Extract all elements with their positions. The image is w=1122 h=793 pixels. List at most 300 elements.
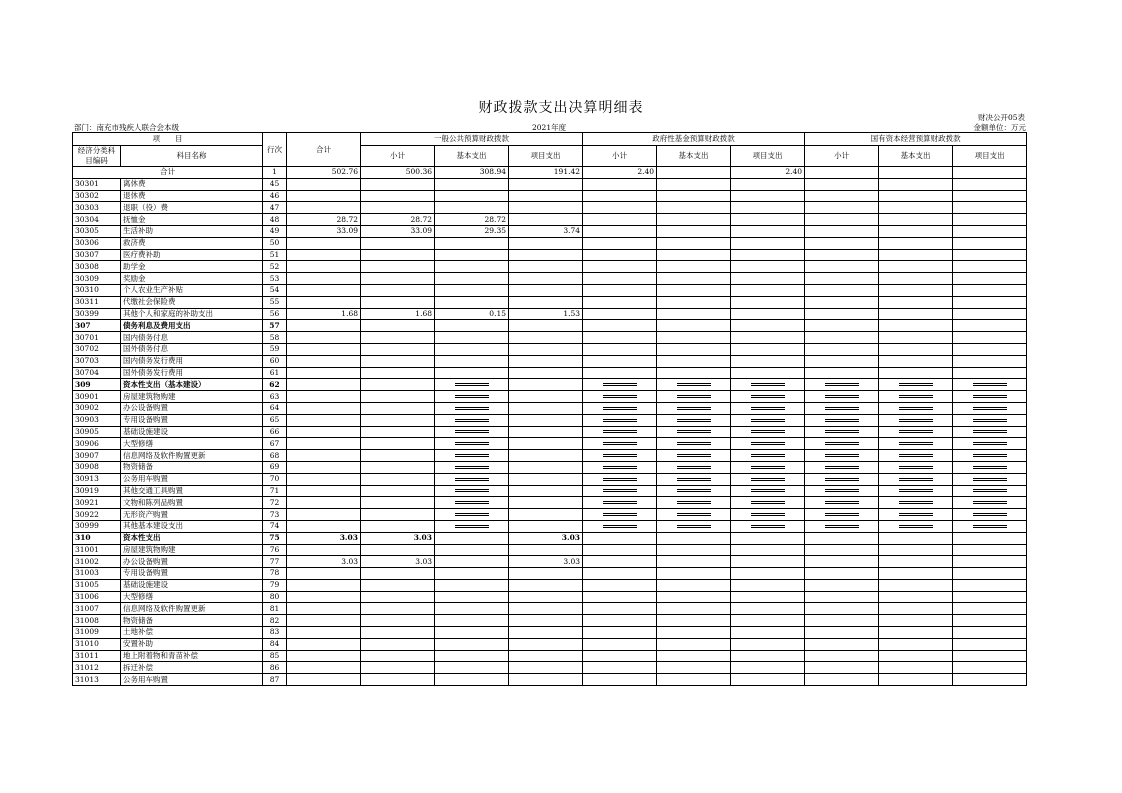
amount-cell-f-basic bbox=[657, 461, 731, 473]
econ-code-cell: 30306 bbox=[73, 237, 121, 249]
line-no-cell: 83 bbox=[263, 627, 287, 639]
econ-code-cell: 30906 bbox=[73, 438, 121, 450]
amount-cell-total bbox=[287, 320, 361, 332]
subject-name-cell: 拆迁补偿 bbox=[121, 662, 263, 674]
amount-cell-f-sub bbox=[583, 391, 657, 403]
not-applicable-mark bbox=[455, 525, 489, 528]
table-row bbox=[73, 450, 1027, 462]
not-applicable-mark bbox=[603, 419, 637, 422]
amount-cell-f-proj bbox=[731, 627, 805, 639]
subject-name-cell: 退休费 bbox=[121, 190, 263, 202]
amount-cell-total bbox=[287, 190, 361, 202]
amount-cell-s-sub bbox=[805, 320, 879, 332]
amount-cell-f-sub bbox=[583, 308, 657, 320]
amount-cell-f-proj bbox=[731, 379, 805, 391]
amount-cell-g-basic bbox=[435, 402, 509, 414]
amount-cell-f-proj bbox=[731, 485, 805, 497]
line-no-cell: 72 bbox=[263, 497, 287, 509]
line-no-cell: 78 bbox=[263, 568, 287, 580]
line-no-cell: 77 bbox=[263, 556, 287, 568]
econ-code-cell: 30908 bbox=[73, 461, 121, 473]
subject-name-cell: 其他交通工具购置 bbox=[121, 485, 263, 497]
header-g-subtotal: 小计 bbox=[361, 146, 435, 167]
amount-cell-g-basic bbox=[435, 320, 509, 332]
amount-cell-g-basic bbox=[435, 544, 509, 556]
line-no-cell: 82 bbox=[263, 615, 287, 627]
amount-cell-s-proj bbox=[953, 591, 1027, 603]
amount-cell-f-proj bbox=[731, 320, 805, 332]
amount-cell-g-proj bbox=[509, 273, 583, 285]
amount-cell-g-sub bbox=[361, 261, 435, 273]
amount-cell-g-proj bbox=[509, 296, 583, 308]
subject-name-cell: 其他个人和家庭的补助支出 bbox=[121, 308, 263, 320]
line-no-cell: 47 bbox=[263, 202, 287, 214]
table-row bbox=[73, 237, 1027, 249]
econ-code-cell: 30905 bbox=[73, 426, 121, 438]
not-applicable-mark bbox=[677, 525, 711, 528]
amount-cell-f-proj bbox=[731, 355, 805, 367]
amount-cell-g-proj: 3.03 bbox=[509, 556, 583, 568]
amount-cell-f-sub bbox=[583, 379, 657, 391]
line-no-cell: 81 bbox=[263, 603, 287, 615]
amount-cell-f-basic bbox=[657, 320, 731, 332]
line-no-cell: 45 bbox=[263, 178, 287, 190]
amount-cell-s-proj bbox=[953, 544, 1027, 556]
amount-cell-s-basic bbox=[879, 450, 953, 462]
amount-cell-total: 1.68 bbox=[287, 308, 361, 320]
amount-cell-s-basic bbox=[879, 167, 953, 179]
not-applicable-mark bbox=[899, 478, 933, 481]
amount-cell-total bbox=[287, 461, 361, 473]
not-applicable-mark bbox=[455, 442, 489, 445]
amount-cell-s-sub bbox=[805, 461, 879, 473]
amount-cell-s-basic bbox=[879, 497, 953, 509]
not-applicable-mark bbox=[677, 489, 711, 492]
amount-cell-s-proj bbox=[953, 273, 1027, 285]
subject-name-cell: 房屋建筑物购建 bbox=[121, 391, 263, 403]
not-applicable-mark bbox=[603, 513, 637, 516]
amount-cell-s-basic bbox=[879, 556, 953, 568]
amount-cell-s-proj bbox=[953, 674, 1027, 686]
amount-cell-total bbox=[287, 379, 361, 391]
econ-code-cell: 31002 bbox=[73, 556, 121, 568]
amount-cell-g-basic bbox=[435, 249, 509, 261]
amount-cell-g-sub: 500.36 bbox=[361, 167, 435, 179]
header-line-no: 行次 bbox=[263, 133, 287, 167]
header-g-basic: 基本支出 bbox=[435, 146, 509, 167]
subject-name-cell: 代缴社会保险费 bbox=[121, 296, 263, 308]
amount-cell-s-sub bbox=[805, 497, 879, 509]
amount-cell-f-sub bbox=[583, 426, 657, 438]
amount-cell-g-sub bbox=[361, 627, 435, 639]
amount-cell-s-basic bbox=[879, 237, 953, 249]
econ-code-cell: 30902 bbox=[73, 402, 121, 414]
amount-cell-g-sub: 28.72 bbox=[361, 214, 435, 226]
amount-cell-f-basic bbox=[657, 167, 731, 179]
not-applicable-mark bbox=[899, 419, 933, 422]
line-no-cell: 73 bbox=[263, 509, 287, 521]
amount-cell-total bbox=[287, 249, 361, 261]
not-applicable-mark bbox=[973, 442, 1007, 445]
amount-cell-g-basic bbox=[435, 178, 509, 190]
amount-cell-f-basic bbox=[657, 650, 731, 662]
amount-cell-g-basic bbox=[435, 532, 509, 544]
amount-cell-g-sub bbox=[361, 591, 435, 603]
amount-cell-s-proj bbox=[953, 650, 1027, 662]
amount-cell-f-proj bbox=[731, 284, 805, 296]
subject-name-cell: 信息网络及软件购置更新 bbox=[121, 450, 263, 462]
amount-cell-s-proj bbox=[953, 178, 1027, 190]
meta-line bbox=[72, 122, 1026, 132]
amount-cell-f-proj bbox=[731, 532, 805, 544]
not-applicable-mark bbox=[825, 419, 859, 422]
amount-cell-s-proj bbox=[953, 261, 1027, 273]
amount-cell-f-basic bbox=[657, 414, 731, 426]
amount-cell-f-basic bbox=[657, 544, 731, 556]
amount-cell-f-basic bbox=[657, 284, 731, 296]
amount-cell-s-proj bbox=[953, 473, 1027, 485]
amount-cell-g-sub bbox=[361, 579, 435, 591]
amount-cell-g-sub bbox=[361, 414, 435, 426]
not-applicable-mark bbox=[677, 430, 711, 433]
amount-cell-total bbox=[287, 261, 361, 273]
amount-cell-s-sub bbox=[805, 214, 879, 226]
amount-cell-g-sub bbox=[361, 402, 435, 414]
amount-cell-f-basic bbox=[657, 249, 731, 261]
amount-cell-g-basic bbox=[435, 556, 509, 568]
econ-code-cell: 31008 bbox=[73, 615, 121, 627]
amount-cell-g-sub bbox=[361, 509, 435, 521]
table-row bbox=[73, 473, 1027, 485]
amount-cell-g-proj: 191.42 bbox=[509, 167, 583, 179]
amount-cell-g-basic bbox=[435, 190, 509, 202]
amount-cell-f-sub bbox=[583, 332, 657, 344]
table-row bbox=[73, 320, 1027, 332]
econ-code-cell: 30305 bbox=[73, 225, 121, 237]
amount-cell-g-basic bbox=[435, 662, 509, 674]
amount-cell-s-proj bbox=[953, 627, 1027, 639]
amount-cell-s-proj bbox=[953, 296, 1027, 308]
amount-cell-f-proj bbox=[731, 603, 805, 615]
amount-cell-g-proj bbox=[509, 237, 583, 249]
amount-cell-f-proj bbox=[731, 662, 805, 674]
amount-cell-g-proj bbox=[509, 249, 583, 261]
amount-cell-g-proj: 3.03 bbox=[509, 532, 583, 544]
econ-code-cell: 30304 bbox=[73, 214, 121, 226]
amount-cell-f-basic bbox=[657, 638, 731, 650]
amount-cell-s-sub bbox=[805, 556, 879, 568]
amount-cell-s-proj bbox=[953, 391, 1027, 403]
line-no-cell: 46 bbox=[263, 190, 287, 202]
amount-cell-g-sub bbox=[361, 473, 435, 485]
amount-cell-total bbox=[287, 627, 361, 639]
amount-cell-s-basic bbox=[879, 402, 953, 414]
line-no-cell: 65 bbox=[263, 414, 287, 426]
amount-cell-f-sub bbox=[583, 485, 657, 497]
amount-cell-g-proj bbox=[509, 544, 583, 556]
amount-cell-f-sub bbox=[583, 438, 657, 450]
amount-cell-f-proj bbox=[731, 414, 805, 426]
expenditure-table bbox=[72, 132, 1027, 686]
amount-cell-s-proj bbox=[953, 556, 1027, 568]
not-applicable-mark bbox=[899, 407, 933, 410]
amount-cell-s-basic bbox=[879, 520, 953, 532]
not-applicable-mark bbox=[603, 478, 637, 481]
not-applicable-mark bbox=[825, 466, 859, 469]
form-number: 财决公开05表 bbox=[977, 113, 1025, 122]
econ-code-cell: 30901 bbox=[73, 391, 121, 403]
not-applicable-mark bbox=[455, 395, 489, 398]
amount-cell-s-proj bbox=[953, 167, 1027, 179]
amount-cell-g-basic bbox=[435, 650, 509, 662]
amount-cell-f-proj bbox=[731, 509, 805, 521]
table-row bbox=[73, 579, 1027, 591]
line-no-cell: 53 bbox=[263, 273, 287, 285]
table-row bbox=[73, 461, 1027, 473]
amount-cell-g-sub bbox=[361, 332, 435, 344]
line-no-cell: 50 bbox=[263, 237, 287, 249]
amount-cell-f-basic bbox=[657, 308, 731, 320]
amount-cell-g-basic: 308.94 bbox=[435, 167, 509, 179]
amount-cell-f-sub bbox=[583, 544, 657, 556]
amount-cell-g-proj bbox=[509, 662, 583, 674]
line-no-cell: 62 bbox=[263, 379, 287, 391]
line-no-cell: 64 bbox=[263, 402, 287, 414]
amount-cell-f-proj bbox=[731, 202, 805, 214]
subject-name-cell: 公务用车购置 bbox=[121, 473, 263, 485]
amount-cell-g-basic: 28.72 bbox=[435, 214, 509, 226]
subject-name-cell: 其他基本建设支出 bbox=[121, 520, 263, 532]
amount-cell-s-basic bbox=[879, 284, 953, 296]
amount-cell-f-basic bbox=[657, 225, 731, 237]
header-soe-budget: 国有资本经营预算财政拨款 bbox=[805, 133, 1027, 146]
not-applicable-mark bbox=[973, 407, 1007, 410]
amount-cell-s-sub bbox=[805, 167, 879, 179]
econ-code-cell: 31010 bbox=[73, 638, 121, 650]
amount-cell-g-basic bbox=[435, 497, 509, 509]
line-no-cell: 79 bbox=[263, 579, 287, 591]
table-row bbox=[73, 520, 1027, 532]
not-applicable-mark bbox=[973, 419, 1007, 422]
year-label: 2021年度 bbox=[532, 123, 567, 132]
amount-cell-g-basic bbox=[435, 485, 509, 497]
table-row bbox=[73, 556, 1027, 568]
amount-cell-total bbox=[287, 591, 361, 603]
table-row bbox=[73, 674, 1027, 686]
amount-cell-total bbox=[287, 650, 361, 662]
amount-cell-g-sub bbox=[361, 190, 435, 202]
amount-cell-g-proj bbox=[509, 615, 583, 627]
econ-code-cell: 30913 bbox=[73, 473, 121, 485]
amount-cell-total bbox=[287, 544, 361, 556]
amount-cell-f-proj bbox=[731, 367, 805, 379]
line-no-cell: 1 bbox=[263, 167, 287, 179]
amount-cell-s-proj bbox=[953, 532, 1027, 544]
amount-cell-s-proj bbox=[953, 438, 1027, 450]
subject-name-cell: 基础设施建设 bbox=[121, 426, 263, 438]
amount-cell-g-basic bbox=[435, 568, 509, 580]
amount-cell-f-sub bbox=[583, 178, 657, 190]
amount-cell-g-proj bbox=[509, 320, 583, 332]
amount-cell-s-proj bbox=[953, 379, 1027, 391]
amount-cell-s-basic bbox=[879, 355, 953, 367]
not-applicable-mark bbox=[677, 419, 711, 422]
not-applicable-mark bbox=[677, 501, 711, 504]
amount-cell-s-basic bbox=[879, 414, 953, 426]
amount-cell-g-basic bbox=[435, 520, 509, 532]
amount-cell-s-basic bbox=[879, 650, 953, 662]
amount-cell-f-basic bbox=[657, 296, 731, 308]
header-f-basic: 基本支出 bbox=[657, 146, 731, 167]
amount-cell-g-basic bbox=[435, 674, 509, 686]
not-applicable-mark bbox=[455, 478, 489, 481]
amount-cell-s-sub bbox=[805, 225, 879, 237]
table-row bbox=[73, 249, 1027, 261]
table-row bbox=[73, 414, 1027, 426]
line-no-cell: 55 bbox=[263, 296, 287, 308]
amount-cell-s-sub bbox=[805, 402, 879, 414]
amount-cell-g-sub bbox=[361, 461, 435, 473]
amount-cell-s-proj bbox=[953, 579, 1027, 591]
amount-cell-g-sub bbox=[361, 249, 435, 261]
amount-cell-s-sub bbox=[805, 379, 879, 391]
subject-name-cell: 救济费 bbox=[121, 237, 263, 249]
amount-cell-f-sub bbox=[583, 591, 657, 603]
subject-name-cell: 国外债务发行费用 bbox=[121, 367, 263, 379]
amount-cell-s-sub bbox=[805, 591, 879, 603]
amount-cell-g-basic bbox=[435, 296, 509, 308]
amount-cell-s-sub bbox=[805, 414, 879, 426]
amount-cell-s-proj bbox=[953, 450, 1027, 462]
amount-cell-g-proj bbox=[509, 343, 583, 355]
not-applicable-mark bbox=[603, 395, 637, 398]
not-applicable-mark bbox=[751, 395, 785, 398]
not-applicable-mark bbox=[825, 407, 859, 410]
amount-cell-g-basic bbox=[435, 603, 509, 615]
amount-cell-g-sub bbox=[361, 379, 435, 391]
amount-cell-f-basic bbox=[657, 509, 731, 521]
amount-cell-f-sub bbox=[583, 214, 657, 226]
subject-name-cell: 医疗费补助 bbox=[121, 249, 263, 261]
amount-cell-g-sub bbox=[361, 237, 435, 249]
line-no-cell: 48 bbox=[263, 214, 287, 226]
amount-cell-f-proj bbox=[731, 273, 805, 285]
not-applicable-mark bbox=[603, 442, 637, 445]
amount-cell-s-sub bbox=[805, 438, 879, 450]
amount-cell-g-sub bbox=[361, 296, 435, 308]
amount-cell-total bbox=[287, 520, 361, 532]
amount-cell-g-basic bbox=[435, 202, 509, 214]
amount-cell-f-proj bbox=[731, 674, 805, 686]
table-row bbox=[73, 202, 1027, 214]
not-applicable-mark bbox=[825, 442, 859, 445]
amount-cell-g-basic bbox=[435, 627, 509, 639]
amount-cell-s-proj bbox=[953, 485, 1027, 497]
econ-code-cell: 31012 bbox=[73, 662, 121, 674]
amount-cell-f-proj bbox=[731, 520, 805, 532]
amount-cell-s-sub bbox=[805, 261, 879, 273]
amount-cell-g-proj bbox=[509, 402, 583, 414]
amount-cell-g-proj bbox=[509, 332, 583, 344]
table-row bbox=[73, 591, 1027, 603]
amount-cell-s-basic bbox=[879, 190, 953, 202]
econ-code-cell: 30303 bbox=[73, 202, 121, 214]
amount-cell-s-proj bbox=[953, 249, 1027, 261]
line-no-cell: 74 bbox=[263, 520, 287, 532]
amount-cell-g-sub bbox=[361, 520, 435, 532]
amount-cell-s-sub bbox=[805, 190, 879, 202]
econ-code-cell: 31003 bbox=[73, 568, 121, 580]
amount-cell-s-sub bbox=[805, 544, 879, 556]
subject-name-cell: 抚恤金 bbox=[121, 214, 263, 226]
line-no-cell: 58 bbox=[263, 332, 287, 344]
subject-name-cell: 资本性支出 bbox=[121, 532, 263, 544]
amount-cell-f-basic bbox=[657, 532, 731, 544]
line-no-cell: 69 bbox=[263, 461, 287, 473]
table-row bbox=[73, 190, 1027, 202]
amount-cell-f-proj bbox=[731, 296, 805, 308]
header-f-subtotal: 小计 bbox=[583, 146, 657, 167]
amount-cell-g-sub bbox=[361, 438, 435, 450]
amount-cell-s-basic bbox=[879, 178, 953, 190]
amount-cell-f-sub: 2.40 bbox=[583, 167, 657, 179]
amount-cell-f-sub bbox=[583, 225, 657, 237]
amount-cell-s-sub bbox=[805, 332, 879, 344]
amount-cell-g-sub bbox=[361, 497, 435, 509]
amount-cell-f-sub bbox=[583, 355, 657, 367]
not-applicable-mark bbox=[973, 466, 1007, 469]
not-applicable-mark bbox=[973, 383, 1007, 386]
table-row bbox=[73, 284, 1027, 296]
subject-name-cell: 文物和陈列品购置 bbox=[121, 497, 263, 509]
line-no-cell: 57 bbox=[263, 320, 287, 332]
econ-code-cell: 30301 bbox=[73, 178, 121, 190]
amount-cell-f-sub bbox=[583, 367, 657, 379]
amount-cell-total bbox=[287, 367, 361, 379]
amount-cell-f-basic bbox=[657, 367, 731, 379]
amount-cell-s-basic bbox=[879, 320, 953, 332]
not-applicable-mark bbox=[677, 407, 711, 410]
amount-cell-s-sub bbox=[805, 509, 879, 521]
amount-cell-s-sub bbox=[805, 355, 879, 367]
amount-cell-s-basic bbox=[879, 591, 953, 603]
not-applicable-mark bbox=[603, 525, 637, 528]
amount-cell-s-basic bbox=[879, 438, 953, 450]
amount-cell-s-proj bbox=[953, 320, 1027, 332]
amount-cell-g-basic: 0.15 bbox=[435, 308, 509, 320]
amount-cell-g-basic bbox=[435, 379, 509, 391]
amount-cell-g-proj bbox=[509, 202, 583, 214]
amount-cell-s-proj bbox=[953, 402, 1027, 414]
amount-cell-g-sub: 3.03 bbox=[361, 556, 435, 568]
amount-cell-g-proj bbox=[509, 591, 583, 603]
amount-cell-s-sub bbox=[805, 638, 879, 650]
econ-code-cell: 30922 bbox=[73, 509, 121, 521]
not-applicable-mark bbox=[603, 466, 637, 469]
amount-cell-s-sub bbox=[805, 296, 879, 308]
amount-cell-s-sub bbox=[805, 343, 879, 355]
amount-cell-s-sub bbox=[805, 237, 879, 249]
subject-name-cell: 安置补助 bbox=[121, 638, 263, 650]
not-applicable-mark bbox=[603, 430, 637, 433]
amount-cell-f-proj bbox=[731, 544, 805, 556]
amount-cell-s-basic bbox=[879, 379, 953, 391]
amount-cell-g-basic bbox=[435, 438, 509, 450]
table-row bbox=[73, 343, 1027, 355]
amount-cell-f-basic bbox=[657, 591, 731, 603]
amount-cell-f-proj bbox=[731, 332, 805, 344]
amount-cell-s-basic bbox=[879, 225, 953, 237]
